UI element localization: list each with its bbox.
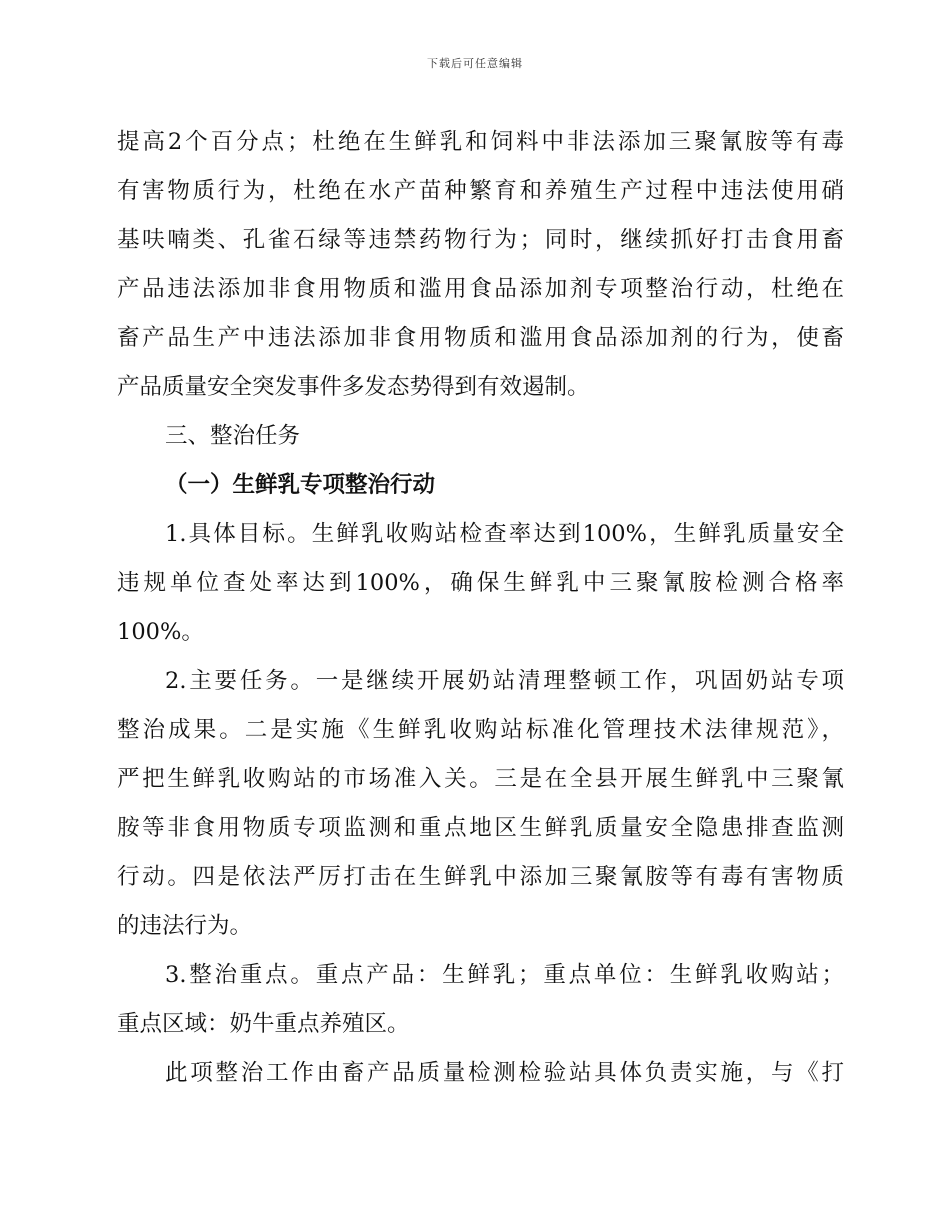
text-line: 整治成果。二是实施《生鲜乳收购站标准化管理技术法律规范》， bbox=[117, 717, 844, 743]
text-line: 的违法行为。 bbox=[117, 913, 253, 939]
text-line: 产品质量安全突发事件多发态势得到有效遏制。 bbox=[117, 374, 590, 400]
subsection-heading: （一）生鲜乳专项整治行动 bbox=[165, 472, 436, 498]
text-line: 行动。四是依法严厉打击在生鲜乳中添加三聚氰胺等有毒有害物质 bbox=[117, 864, 844, 890]
text-line: 基呋喃类、孔雀石绿等违禁药物行为；同时，继续抓好打击食用畜 bbox=[117, 227, 844, 253]
text-line: 违规单位查处率达到100%，确保生鲜乳中三聚氰胺检测合格率 bbox=[117, 570, 844, 596]
text-line: 2.主要任务。一是继续开展奶站清理整顿工作，巩固奶站专项 bbox=[165, 668, 844, 694]
text-line: 3.整治重点。重点产品：生鲜乳；重点单位：生鲜乳收购站； bbox=[165, 962, 844, 988]
text-line: 畜产品生产中违法添加非食用物质和滥用食品添加剂的行为，使畜 bbox=[117, 325, 844, 351]
text-line: 提高2个百分点；杜绝在生鲜乳和饲料中非法添加三聚氰胺等有毒 bbox=[117, 129, 844, 155]
text-line: 产品违法添加非食用物质和滥用食品添加剂专项整治行动，杜绝在 bbox=[117, 276, 844, 302]
text-line: 此项整治工作由畜产品质量检测检验站具体负责实施，与《打 bbox=[165, 1060, 844, 1086]
page-header: 下载后可任意编辑 bbox=[427, 57, 523, 70]
text-line: 胺等非食用物质专项监测和重点地区生鲜乳质量安全隐患排查监测 bbox=[117, 815, 844, 841]
text-line: 重点区域：奶牛重点养殖区。 bbox=[117, 1011, 410, 1037]
text-line: 100%。 bbox=[117, 619, 204, 645]
text-line: 严把生鲜乳收购站的市场准入关。三是在全县开展生鲜乳中三聚氰 bbox=[117, 766, 844, 792]
section-heading: 三、整治任务 bbox=[165, 423, 301, 449]
text-line: 有害物质行为，杜绝在水产苗种繁育和养殖生产过程中违法使用硝 bbox=[117, 178, 844, 204]
document-body bbox=[117, 118, 844, 1098]
text-line: 1.具体目标。生鲜乳收购站检查率达到100%，生鲜乳质量安全 bbox=[165, 521, 844, 547]
